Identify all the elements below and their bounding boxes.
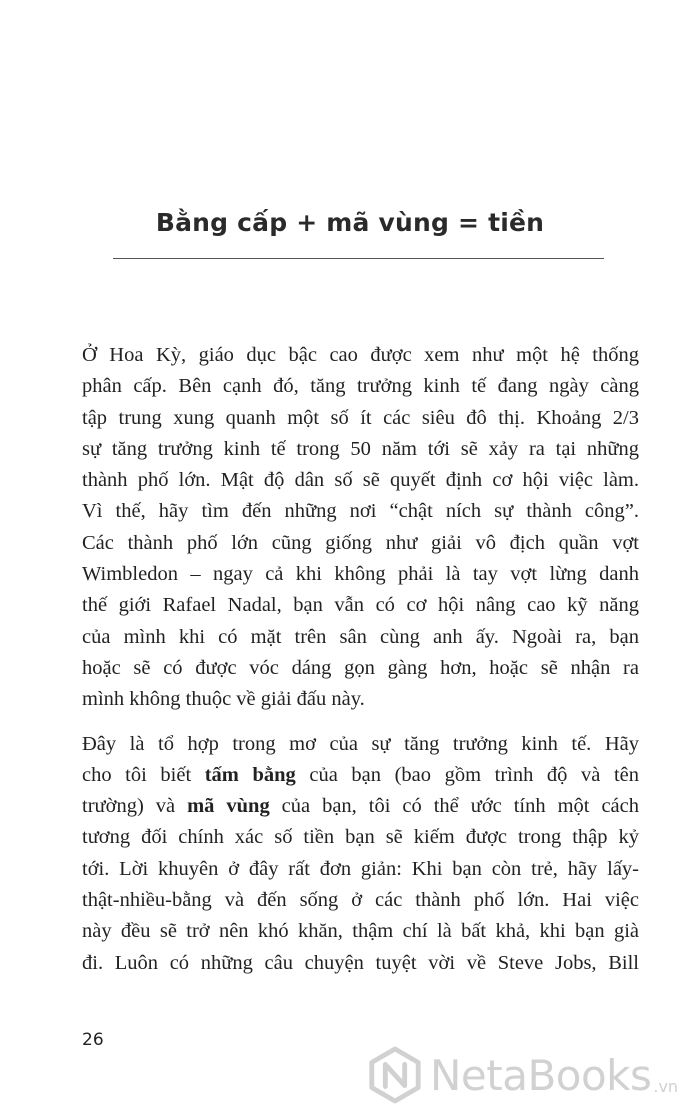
text-line: sự tăng trưởng kinh tế trong 50 năm tới sẽ xảy ra tại những [82, 437, 639, 460]
chapter-title: Bằng cấp + mã vùng = tiền [155, 208, 545, 237]
watermark [366, 1040, 700, 1110]
watermark-brand: NetaBooks [430, 1050, 652, 1100]
text-run: cho tôi biết [82, 763, 205, 786]
text-line: thật-nhiều-bằng và đến sống ở các thành phố lớn. Hai việc [82, 889, 639, 912]
text-line: Đây là tổ hợp trong mơ của sự tăng trưởng kinh tế. Hãy [82, 732, 639, 755]
text-run: của bạn, tôi có thể ước tính một cách [269, 795, 639, 818]
text-line: phân cấp. Bên cạnh đó, tăng trưởng kinh tế đang ngày càng [82, 375, 639, 398]
bold-term-tam-bang: tấm bằng [204, 763, 296, 786]
paragraph-1 [82, 340, 639, 716]
text-line: này đều sẽ trở nên khó khăn, thậm chí là bất khả, khi bạn già [82, 920, 639, 943]
text-line: thành phố lớn. Mật độ dân số sẽ quyết định cơ hội việc làm. [82, 469, 639, 492]
text-line: hoặc sẽ có được vóc dáng gọn gàng hơn, hoặc sẽ nhận ra [82, 656, 639, 679]
body-text [82, 340, 639, 979]
n-logo-icon [366, 1046, 424, 1104]
text-line: của mình khi có mặt trên sân cùng anh ấy. Ngoài ra, bạn [82, 625, 639, 648]
text-line: Wimbledon – ngay cả khi không phải là tay vợt lừng danh [82, 563, 639, 586]
watermark-suffix: .vn [653, 1077, 679, 1096]
paragraph-2 [82, 729, 639, 979]
text-run: của bạn (bao gồm trình độ và tên [295, 763, 639, 786]
text-line: Vì thế, hãy tìm đến những nơi “chật ních sự thành công”. [82, 500, 639, 523]
text-line: Các thành phố lớn cũng giống như giải vô địch quần vợt [82, 531, 639, 554]
text-line: tới. Lời khuyên ở đây rất đơn giản: Khi bạn còn trẻ, hãy lấy- [82, 857, 639, 880]
text-line: đi. Luôn có những câu chuyện tuyệt vời về Steve Jobs, Bill [82, 951, 639, 974]
bold-term-ma-vung: mã vùng [187, 795, 270, 818]
text-line [82, 760, 639, 791]
text-line: thế giới Rafael Nadal, bạn vẫn có cơ hội nâng cao kỹ năng [82, 594, 639, 617]
page-number: 26 [82, 1030, 104, 1050]
text-line: tương đối chính xác số tiền bạn sẽ kiếm được trong thập kỷ [82, 826, 639, 849]
title-underline [113, 258, 604, 259]
text-line: mình không thuộc về giải đấu này. [82, 688, 365, 711]
text-line: tập trung xung quanh một số ít các siêu đô thị. Khoảng 2/3 [82, 406, 639, 429]
text-run: trường) và [82, 795, 188, 818]
text-line: Ở Hoa Kỳ, giáo dục bậc cao được xem như một hệ thống [82, 344, 639, 366]
text-line [82, 791, 639, 822]
